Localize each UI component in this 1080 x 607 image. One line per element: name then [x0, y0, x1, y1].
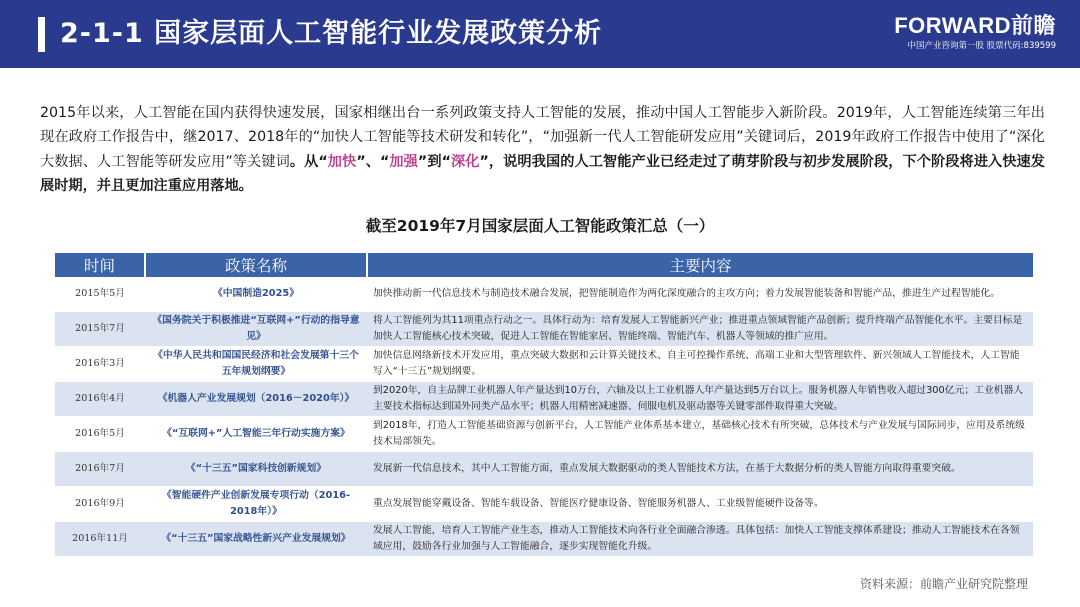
table-row	[55, 486, 1033, 521]
cell-policy-name: 《国务院关于积极推进“互联网+”行动的指导意见》	[145, 312, 367, 347]
cell-policy-name: 《“互联网+”人工智能三年行动实施方案》	[145, 417, 367, 452]
cell-time: 2016年9月	[55, 486, 145, 521]
highlight-shenhua: 深化	[450, 153, 480, 170]
cell-time: 2016年7月	[55, 452, 145, 487]
intro-text-4: ”到“	[417, 153, 451, 170]
cell-policy-name: 《中国制造2025》	[145, 277, 367, 312]
cell-content: 发展新一代信息技术，其中人工智能方面，重点发展大数据驱动的类人智能技术方法，在基于大数据分析的类人智能方向取得重要突破。	[367, 452, 1033, 487]
logo-tagline: 中国产业咨询第一股 股票代码:839599	[907, 41, 1056, 51]
cell-time: 2015年7月	[55, 312, 145, 347]
table-header-row	[55, 253, 1033, 277]
cell-content: 将人工智能列为其11项重点行动之一。具体行动为：培育发展人工智能新兴产业；推进重点领域智能产品创新；提升终端产品智能化水平。主要目标是加快人工智能核心技术突破，促进人工智能在智能家居、智能终端、智能汽车、机器人等领域的推广应用。	[367, 312, 1033, 347]
cell-policy-name: 《机器人产业发展规划（2016－2020年）》	[145, 382, 367, 417]
cell-content: 加快信息网络新技术开发应用，重点突破大数据和云计算关键技术、自主可控操作系统、高端工业和大型管理软件、新兴领域人工智能技术，人工智能写入“十三五”规划纲要。	[367, 347, 1033, 382]
table-row	[55, 312, 1033, 347]
intro-text-1: 2015年以来，人工智能在国内获得快速发展，国家相继出台一系列政策支持人工智能的发展，推动中国人工智能步入新阶段。2019年，人工智能连续第三年出现在政府工作报告中，继2017、2018年的“加快人工智能等技术研发和转化”，“加强新一代人工智能研发应用”关键词后，2019年政府工作报告中使用了“深化大数据、人工智能等研发应用”等关键词	[40, 105, 1045, 170]
cell-content: 到2018年，打造人工智能基础资源与创新平台，人工智能产业体系基本建立，基础核心技术有所突破，总体技术与产业发展与国际同步，应用及系统级技术局部领先。	[367, 417, 1033, 452]
highlight-jiaqiang: 加强	[389, 153, 418, 170]
logo-wordmark: FORWARD前瞻	[894, 13, 1056, 38]
intro-text-3: ”、“	[356, 153, 390, 170]
cell-time: 2016年3月	[55, 347, 145, 382]
header-main-content: 主要内容	[367, 253, 1033, 277]
cell-time: 2016年11月	[55, 521, 145, 556]
cell-policy-name: 《“十三五”国家战略性新兴产业发展规划》	[145, 521, 367, 556]
cell-content: 发展人工智能，培育人工智能产业生态，推动人工智能技术向各行业全面融合渗透。具体包括：加快人工智能支撑体系建设；推动人工智能技术在各领域应用，鼓励各行业加强与人工智能融合，逐步实现智能化升级。	[367, 521, 1033, 556]
header-time: 时间	[55, 253, 145, 277]
header-banner	[0, 0, 1080, 68]
table-row	[55, 382, 1033, 417]
table-row	[55, 277, 1033, 312]
policy-table	[55, 253, 1033, 557]
header-policy-name: 政策名称	[145, 253, 367, 277]
cell-time: 2016年4月	[55, 382, 145, 417]
source-note: 资料来源：前瞻产业研究院整理	[859, 577, 1028, 591]
cell-policy-name: 《“十三五”国家科技创新规划》	[145, 452, 367, 487]
cell-time: 2015年5月	[55, 277, 145, 312]
intro-text-2: 。从“	[289, 153, 328, 170]
forward-logo	[876, 13, 1056, 53]
cell-time: 2016年5月	[55, 417, 145, 452]
table-row	[55, 521, 1033, 556]
cell-policy-name: 《智能硬件产业创新发展专项行动（2016-2018年）》	[145, 486, 367, 521]
intro-text-5: ”，说明我国的人工智能产业已经走过了萌芽阶段与初步发展阶段，下个阶段将进入快速发展时期，并且更加注重应用落地。	[40, 153, 1045, 195]
cell-content: 加快推动新一代信息技术与制造技术融合发展，把智能制造作为两化深度融合的主攻方向；着力发展智能装备和智能产品，推进生产过程智能化。	[367, 277, 1033, 312]
page-title: 2-1-1 国家层面人工智能行业发展政策分析	[60, 18, 603, 49]
cell-content: 到2020年，自主品牌工业机器人年产量达到10万台，六轴及以上工业机器人年产量达到5万台以上。服务机器人年销售收入超过300亿元；工业机器人主要技术指标达到国外同类产品水平；机器人用精密减速器、伺服电机及驱动器等关键零部件取得重大突破。	[367, 382, 1033, 417]
header-accent-bar	[38, 17, 45, 52]
table-row	[55, 347, 1033, 382]
highlight-jiakuai: 加快	[327, 153, 357, 170]
table-row	[55, 452, 1033, 487]
cell-policy-name: 《中华人民共和国国民经济和社会发展第十三个五年规划纲要》	[145, 347, 367, 382]
intro-paragraph	[40, 101, 1045, 199]
cell-content: 重点发展智能穿戴设备、智能车载设备、智能医疗健康设备、智能服务机器人、工业级智能硬件设备等。	[367, 486, 1033, 521]
table-title: 截至2019年7月国家层面人工智能政策汇总（一）	[365, 217, 715, 235]
table-row	[55, 417, 1033, 452]
